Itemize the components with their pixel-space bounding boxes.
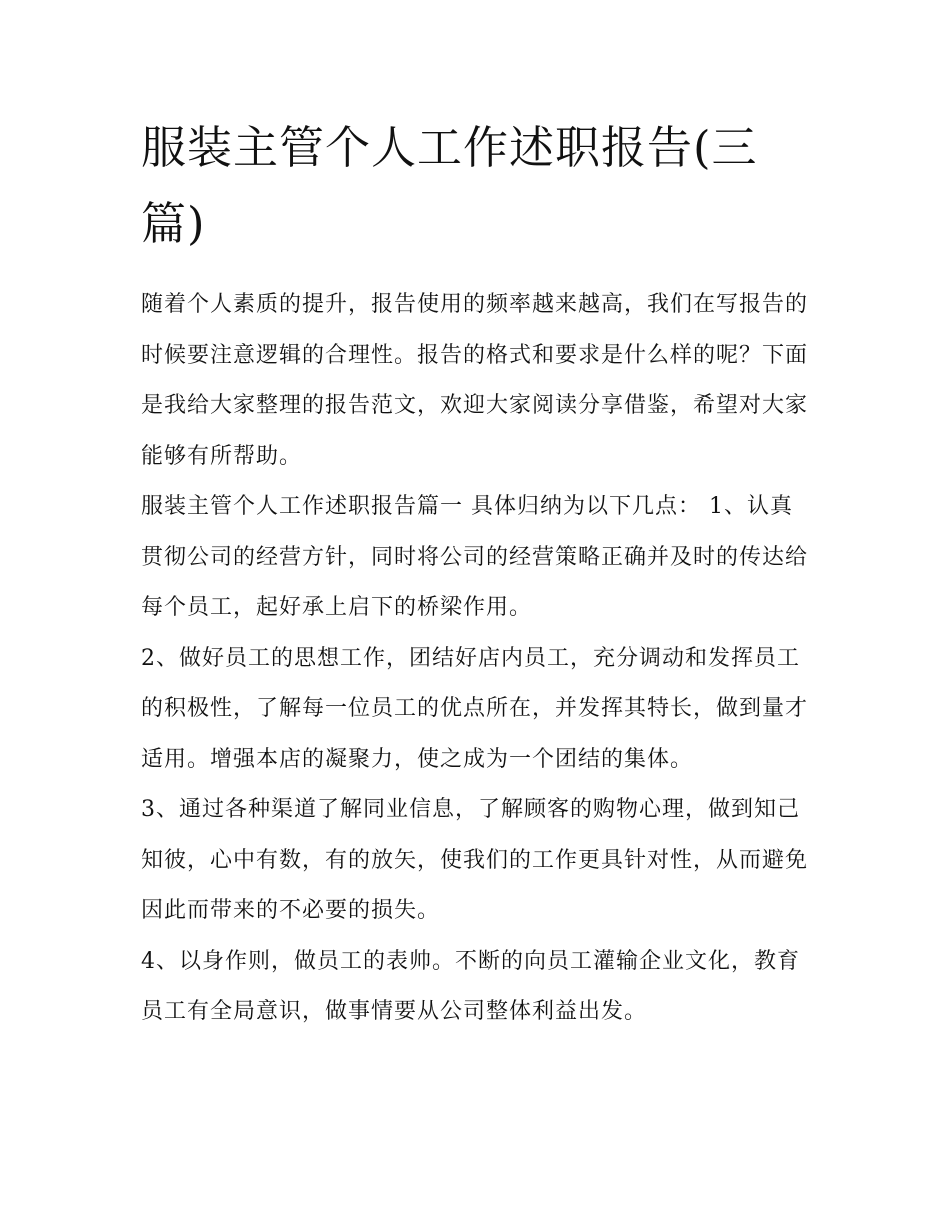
section-one-paragraph: 服装主管个人工作述职报告篇一 具体归纳为以下几点： 1、认真贯彻公司的经营方针，同时将公司的经营策略正确并及时的传达给每个员工，起好承上启下的桥梁作用。 xyxy=(141,494,809,620)
point-three-paragraph: 3、通过各种渠道了解同业信息，了解顾客的购物心理，做到知己知彼，心中有数，有的放矢，使我们的工作更具针对性，从而避免因此而带来的不必要的损失。 xyxy=(141,797,809,923)
document-title: 服装主管个人工作述职报告(三篇) xyxy=(141,121,758,250)
document-page xyxy=(141,110,813,1038)
intro-paragraph: 随着个人素质的提升，报告使用的频率越来越高，我们在写报告的时候要注意逻辑的合理性。报告的格式和要求是什么样的呢？下面是我给大家整理的报告范文，欢迎大家阅读分享借鉴，希望对大家能够有所帮助。 xyxy=(141,292,809,469)
document-body xyxy=(141,280,813,1038)
point-four-paragraph: 4、以身作则，做员工的表帅。不断的向员工灌输企业文化，教育员工有全局意识，做事情要从公司整体利益出发。 xyxy=(141,948,800,1024)
point-two-paragraph: 2、做好员工的思想工作，团结好店内员工，充分调动和发挥员工的积极性，了解每一位员工的优点所在，并发挥其特长，做到量才适用。增强本店的凝聚力，使之成为一个团结的集体。 xyxy=(141,645,809,772)
